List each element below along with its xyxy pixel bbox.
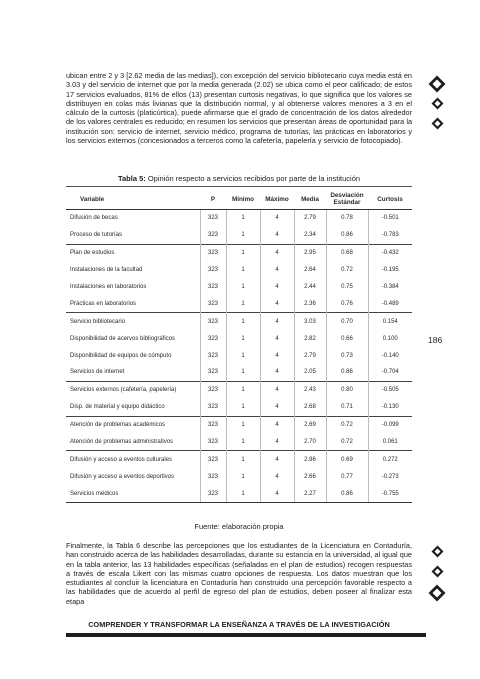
cell-minimo: 1 [226, 295, 260, 312]
cell-desviacion: 0.76 [326, 295, 368, 312]
cell-desviacion: 0.73 [326, 347, 368, 364]
cell-curtosis: -0.432 [368, 244, 412, 261]
cell-variable: Instalaciones en laboratorios [70, 284, 147, 290]
cell-variable: Difusión y acceso a eventos culturales [66, 451, 200, 468]
cell-desviacion: 0.86 [326, 364, 368, 381]
cell-media: 2.68 [294, 399, 326, 416]
cell-desviacion: 0.78 [326, 210, 368, 227]
cell-curtosis: -0.501 [368, 210, 412, 227]
diamond-ornament-icon [428, 75, 446, 93]
table-row [66, 279, 412, 296]
cell-minimo: 1 [226, 416, 260, 433]
cell-p: 323 [200, 227, 226, 244]
body-paragraph-top: ubican entre 2 y 3 [2.62 media de las medias]), con excepción del servicio bibliotecario cuya media está en 3.03 y del servicio de internet que por la media generada (2.02) se ubica como el peor calificado; de estos 17 servicios evaluados, 81% de ellos (13) presentan curtosis negativas, lo que significa que los valores se distribuyen en colas más livianas que la distribución normal, y al obtenerse valores menores a 3 en el cálculo de la curtosis (platicúrtica), puede afirmarse que el grado de concentración de los datos alrededor de los valores centrales es reducido; en resumen los servicios que presentan áreas de oportunidad para la institución son: servicio de internet, servicio médico, programa de tutorías, las prácticas en laboratorios y los servicios externos (concesionados a terceros como la cafetería, papelería y servicio de fotocopiado). [66, 71, 412, 146]
cell-minimo: 1 [226, 227, 260, 244]
header-minimo: Mínimo [226, 189, 260, 210]
table-header-row [66, 189, 412, 210]
cell-desviacion: 0.72 [326, 434, 368, 451]
cell-p: 323 [200, 364, 226, 381]
footer-title: COMPRENDER Y TRANSFORMAR LA ENSEÑANZA A TRAVÉS DE LA INVESTIGACIÓN [88, 620, 390, 629]
cell-media: 2.36 [294, 295, 326, 312]
cell-minimo: 1 [226, 330, 260, 347]
cell-p: 323 [200, 451, 226, 468]
cell-curtosis: -0.755 [368, 485, 412, 502]
cell-media: 2.70 [294, 434, 326, 451]
cell-media: 3.03 [294, 313, 326, 330]
cell-p: 323 [200, 434, 226, 451]
cell-curtosis: -0.273 [368, 468, 412, 485]
cell-maximo: 4 [260, 364, 294, 381]
table-row [66, 244, 412, 261]
cell-maximo: 4 [260, 451, 294, 468]
cell-minimo: 1 [226, 244, 260, 261]
cell-curtosis: -0.783 [368, 227, 412, 244]
cell-desviacion: 0.71 [326, 399, 368, 416]
table-row [66, 381, 412, 398]
cell-variable: Instalaciones de la facultad [70, 267, 143, 274]
table-row [66, 210, 412, 227]
cell-minimo: 1 [226, 313, 260, 330]
cell-curtosis: -0.489 [368, 295, 412, 312]
cell-variable: Disp. de material y equipo didáctico [70, 404, 165, 411]
cell-desviacion: 0.80 [326, 381, 368, 398]
table-row [66, 262, 412, 279]
cell-media: 2.43 [294, 381, 326, 398]
cell-media: 2.95 [294, 244, 326, 261]
diamond-ornament-icon [428, 584, 446, 602]
header-desviacion: Desviación Estándar [326, 189, 368, 210]
footer-rule [66, 633, 426, 637]
cell-media: 2.79 [294, 210, 326, 227]
cell-minimo: 1 [226, 399, 260, 416]
cell-curtosis: -0.195 [368, 262, 412, 279]
table-row [66, 330, 412, 347]
cell-p: 323 [200, 381, 226, 398]
services-table [66, 189, 412, 503]
cell-minimo: 1 [226, 381, 260, 398]
cell-variable: Servicio bibliotecario [66, 313, 200, 330]
cell-maximo: 4 [260, 399, 294, 416]
cell-p: 323 [200, 262, 226, 279]
cell-maximo: 4 [260, 381, 294, 398]
cell-maximo: 4 [260, 330, 294, 347]
cell-p: 323 [200, 485, 226, 502]
cell-media: 2.34 [294, 227, 326, 244]
cell-media: 2.66 [294, 468, 326, 485]
table-row [66, 468, 412, 485]
cell-minimo: 1 [226, 279, 260, 296]
cell-media: 2.79 [294, 347, 326, 364]
cell-p: 323 [200, 468, 226, 485]
cell-desviacion: 0.66 [326, 330, 368, 347]
cell-variable: Disponibilidad de equipos de cómputo [70, 352, 172, 359]
cell-desviacion: 0.75 [326, 279, 368, 296]
cell-variable: Plan de estudios [66, 244, 200, 261]
table-caption [66, 174, 412, 183]
cell-variable: Difusión de becas [70, 215, 118, 222]
header-variable: Variable [66, 189, 200, 210]
table-row [66, 347, 412, 364]
cell-p: 323 [200, 416, 226, 433]
cell-media: 2.82 [294, 330, 326, 347]
cell-maximo: 4 [260, 210, 294, 227]
cell-p: 323 [200, 347, 226, 364]
cell-minimo: 1 [226, 262, 260, 279]
cell-desviacion: 0.86 [326, 227, 368, 244]
cell-variable: Proceso de tutorías [70, 232, 123, 239]
cell-desviacion: 0.72 [326, 262, 368, 279]
cell-curtosis: -0.505 [368, 381, 412, 398]
cell-p: 323 [200, 313, 226, 330]
cell-variable: Disponibilidad de acervos bibliográficos [70, 335, 176, 342]
cell-media: 2.05 [294, 364, 326, 381]
cell-minimo: 1 [226, 364, 260, 381]
table-row [66, 295, 412, 312]
table-row [66, 485, 412, 502]
table-row [66, 399, 412, 416]
cell-minimo: 1 [226, 468, 260, 485]
table-row [66, 313, 412, 330]
cell-desviacion: 0.86 [326, 485, 368, 502]
header-media: Media [294, 189, 326, 210]
cell-maximo: 4 [260, 485, 294, 502]
cell-desviacion: 0.77 [326, 468, 368, 485]
cell-desviacion: 0.68 [326, 244, 368, 261]
cell-p: 323 [200, 330, 226, 347]
table-row [66, 434, 412, 451]
cell-maximo: 4 [260, 244, 294, 261]
cell-desviacion: 0.69 [326, 451, 368, 468]
table-row [66, 227, 412, 244]
cell-p: 323 [200, 210, 226, 227]
cell-curtosis: -0.704 [368, 364, 412, 381]
table-source: Fuente: elaboración propia [194, 522, 284, 531]
cell-maximo: 4 [260, 227, 294, 244]
cell-maximo: 4 [260, 468, 294, 485]
cell-variable: Servicios de internet [70, 369, 125, 376]
header-p: P [200, 189, 226, 210]
cell-curtosis: -0.099 [368, 416, 412, 433]
cell-maximo: 4 [260, 416, 294, 433]
cell-minimo: 1 [226, 347, 260, 364]
cell-desviacion: 0.70 [326, 313, 368, 330]
cell-maximo: 4 [260, 347, 294, 364]
cell-minimo: 1 [226, 451, 260, 468]
page-number: 186 [428, 335, 443, 345]
diamond-ornament-icon [431, 545, 444, 558]
cell-variable: Servicios externos (cafetería, papelería) [66, 381, 200, 398]
diamond-ornament-icon [431, 117, 444, 130]
cell-curtosis: 0.061 [368, 434, 412, 451]
header-maximo: Máximo [260, 189, 294, 210]
cell-variable: Servicios médicos [66, 485, 200, 502]
cell-p: 323 [200, 244, 226, 261]
diamond-ornament-icon [431, 97, 444, 110]
cell-maximo: 4 [260, 295, 294, 312]
table-row [66, 451, 412, 468]
table-caption-text: Opinión respecto a servicios recibidos por parte de la institución [147, 174, 361, 183]
cell-maximo: 4 [260, 313, 294, 330]
cell-variable: Atención de problemas académicos [66, 416, 200, 433]
cell-media: 2.27 [294, 485, 326, 502]
cell-maximo: 4 [260, 434, 294, 451]
cell-media: 2.44 [294, 279, 326, 296]
table-row [66, 416, 412, 433]
body-paragraph-bottom: Finalmente, la Tabla 6 describe las percepciones que los estudiantes de la Licenciatura en Contaduría, han construido acerca de las habilidades desarrolladas, durante su estancia en la universidad, al igual que en la tabla anterior, las 13 habilidades específicas (señaladas en el plan de estudios) recogen respuestas a través de escala Likert con las mismas cuatro opciones de respuesta. Los datos muestran que los estudiantes al concluir la licenciatura en Contaduría han construido una percepción favorable respecto a las habilidades que de acuerdo al perfil de egreso del plan de estudios, deben poseer al finalizar esta etapa [66, 541, 412, 606]
cell-maximo: 4 [260, 262, 294, 279]
cell-variable: Atención de problemas administrativos [70, 439, 174, 446]
cell-media: 2.86 [294, 451, 326, 468]
cell-p: 323 [200, 295, 226, 312]
table-caption-label: Tabla 5: [117, 174, 146, 183]
header-curtosis: Curtosis [368, 189, 412, 210]
cell-curtosis: -0.130 [368, 399, 412, 416]
table-row [66, 364, 412, 381]
diamond-ornament-icon [431, 565, 444, 578]
cell-minimo: 1 [226, 210, 260, 227]
cell-p: 323 [200, 399, 226, 416]
cell-media: 2.69 [294, 416, 326, 433]
cell-media: 2.64 [294, 262, 326, 279]
cell-p: 323 [200, 279, 226, 296]
cell-desviacion: 0.72 [326, 416, 368, 433]
cell-minimo: 1 [226, 485, 260, 502]
cell-maximo: 4 [260, 279, 294, 296]
cell-curtosis: 0.100 [368, 330, 412, 347]
cell-curtosis: 0.272 [368, 451, 412, 468]
cell-curtosis: 0.154 [368, 313, 412, 330]
cell-variable: Difusión y acceso a eventos deportivos [70, 473, 175, 480]
cell-curtosis: -0.384 [368, 279, 412, 296]
cell-curtosis: -0.140 [368, 347, 412, 364]
cell-variable: Prácticas en laboratorios [70, 300, 137, 307]
table-top-rule [66, 186, 412, 187]
cell-minimo: 1 [226, 434, 260, 451]
